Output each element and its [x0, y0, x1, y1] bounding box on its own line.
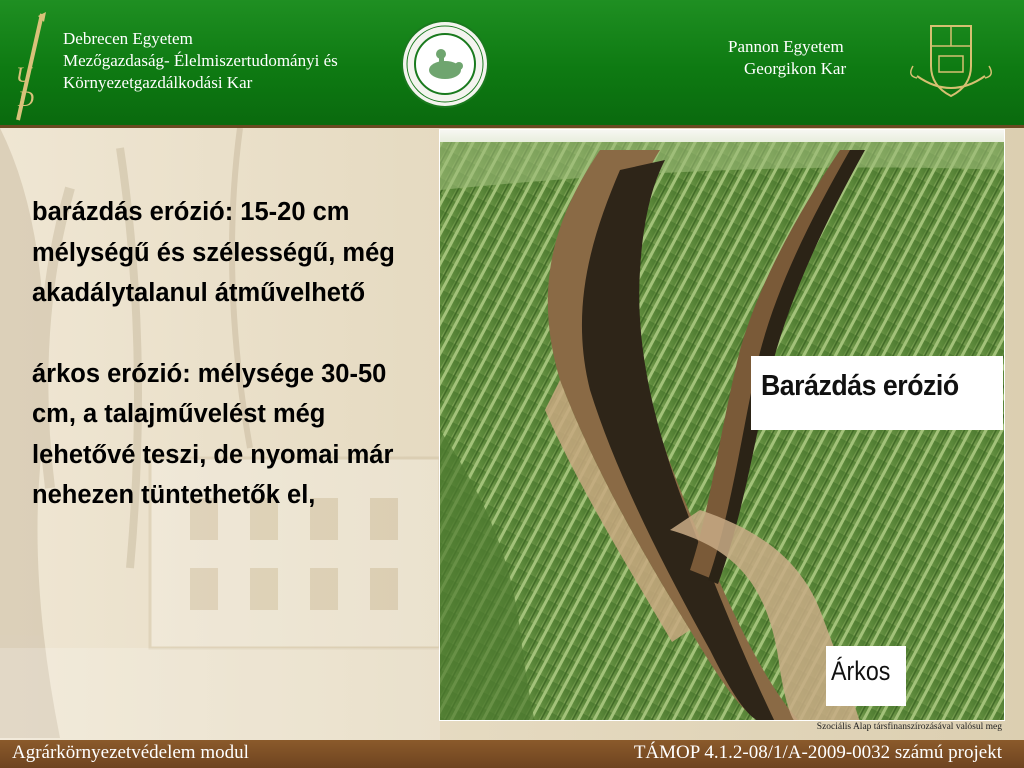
university-crest-icon	[903, 18, 999, 110]
footer-project-id: TÁMOP 4.1.2-08/1/A-2009-0032 számú projekt	[633, 742, 1002, 763]
slide-header	[0, 0, 1024, 128]
photo-title-label	[751, 356, 1003, 430]
photo-title-text: Barázdás erózió	[761, 370, 959, 402]
slide-footer	[0, 740, 1024, 768]
left-institution-line-2: Mezőgazdaság- Élelmiszertudományi és	[63, 51, 338, 70]
left-institution-name	[63, 28, 338, 94]
slide-body-text	[32, 192, 412, 516]
right-institution-line-1: Pannon Egyetem	[728, 37, 844, 56]
ud-logo-icon	[8, 10, 52, 122]
left-institution-line-3: Környezetgazdálkodási Kar	[63, 73, 253, 92]
paragraph-arkos: árkos erózió: mélysége 30-50 cm, a talajművelést még lehetővé teszi, de nyomai már nehezen tüntethetők el,	[32, 359, 394, 509]
footer-module-name: Agrárkörnyezetvédelem modul	[12, 742, 249, 763]
svg-text:D: D	[18, 86, 34, 111]
funding-note: Szociális Alap társfinanszírozásával valósul meg	[816, 722, 1002, 732]
right-institution-name	[728, 36, 846, 80]
photo-arkos-text: Árkos	[831, 656, 891, 686]
university-seal-icon	[401, 20, 489, 108]
paragraph-barazdas: barázdás erózió: 15-20 cm mélységű és szélességű, még akadálytalanul átművelhető	[32, 198, 395, 307]
svg-text:U: U	[16, 62, 32, 87]
left-institution-line-1: Debrecen Egyetem	[63, 29, 193, 48]
right-institution-line-2: Georgikon Kar	[744, 59, 847, 78]
photo-arkos-label	[826, 646, 906, 706]
